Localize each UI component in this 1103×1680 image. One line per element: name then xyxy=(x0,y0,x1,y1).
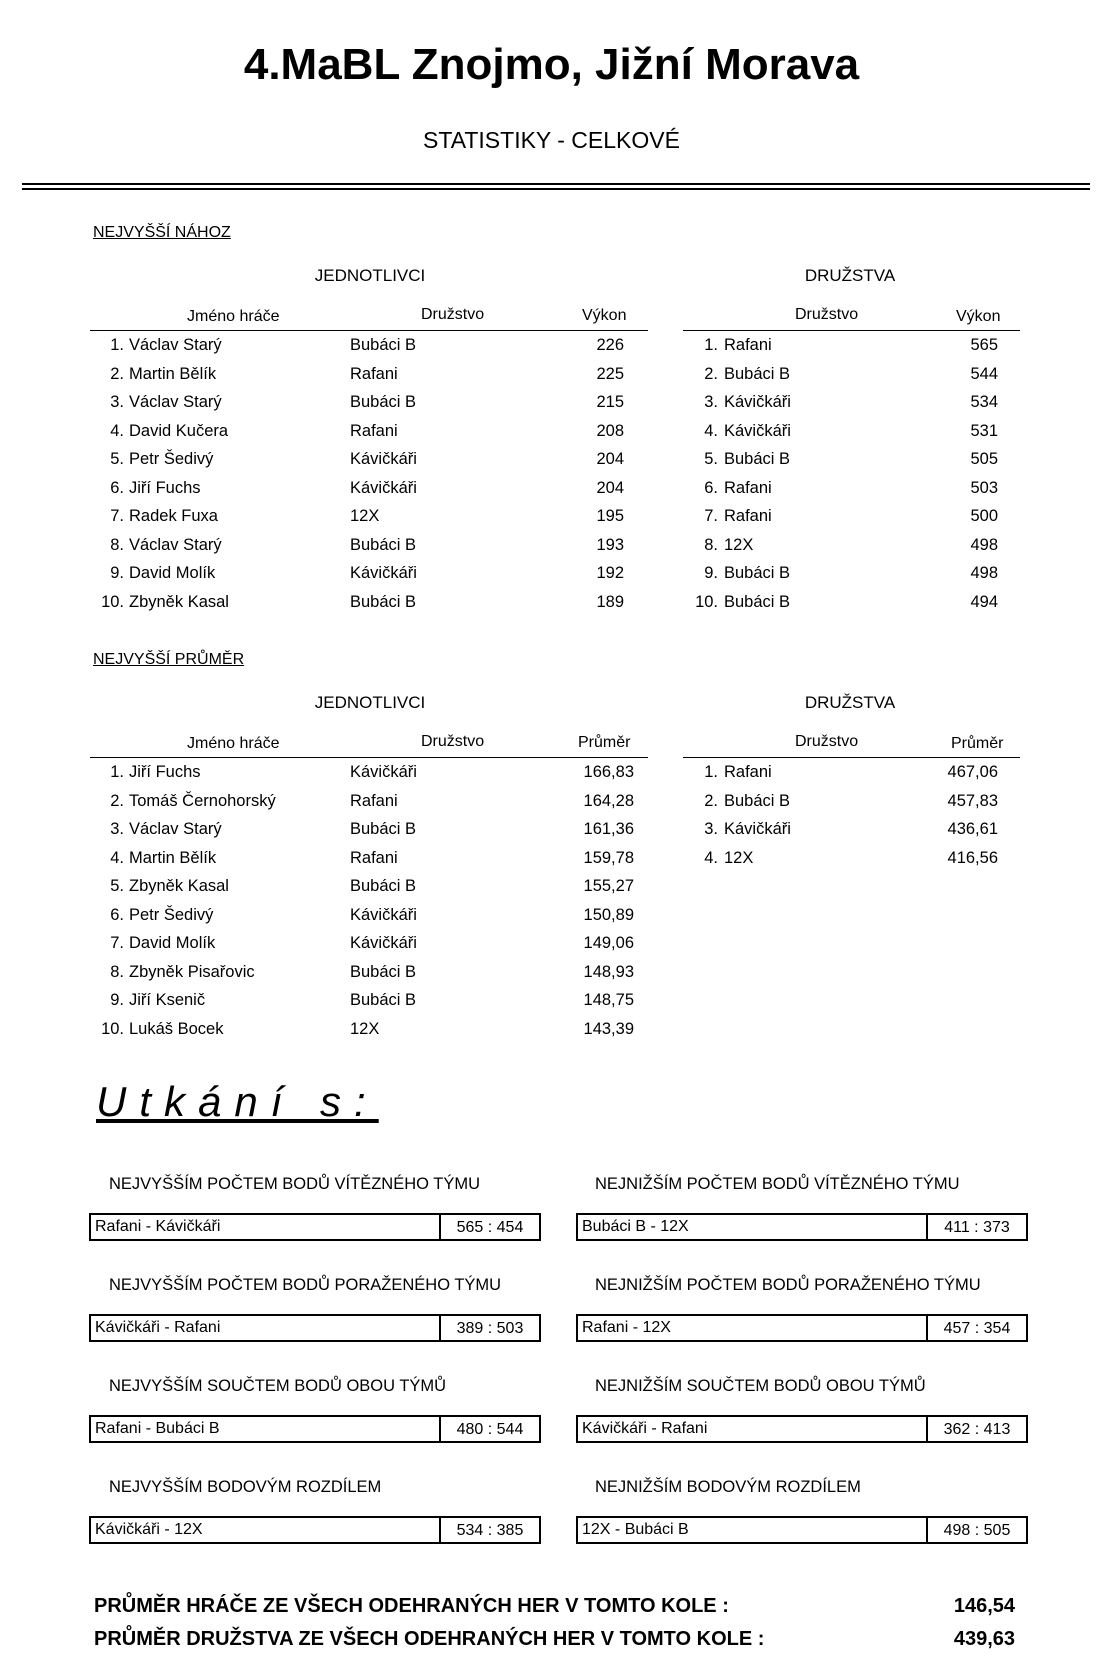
col-header-name: Jméno hráče xyxy=(187,735,280,752)
row-value: 225 xyxy=(596,364,624,383)
table-header-rule xyxy=(90,330,648,331)
row-value: 208 xyxy=(596,421,624,440)
match-teams: Kávičkáři - 12X xyxy=(95,1521,203,1538)
row-value: 204 xyxy=(596,478,624,497)
row-rank: 1. xyxy=(704,336,718,354)
row-rank: 6. xyxy=(110,478,124,497)
row-rank: 4. xyxy=(704,848,718,867)
player-name: Václav Starý xyxy=(129,336,222,354)
row-value: 204 xyxy=(596,450,624,468)
section-title-prumer: NEJVYŠŠÍ PRŮMĚR xyxy=(93,651,245,668)
player-name: David Kučera xyxy=(129,421,229,440)
match-score: 411 : 373 xyxy=(926,1215,1026,1239)
match-category-label: NEJNIŽŠÍM BODOVÝM ROZDÍLEM xyxy=(595,1478,861,1496)
team-name: Kávičkáři xyxy=(724,393,791,411)
match-result-box xyxy=(89,1516,541,1544)
row-value: 148,93 xyxy=(583,962,634,981)
row-value: 416,56 xyxy=(947,848,998,867)
team-name: 12X xyxy=(350,507,380,525)
row-value: 215 xyxy=(596,393,624,411)
player-name: Petr Šedivý xyxy=(129,450,214,468)
row-rank: 2. xyxy=(110,364,124,383)
row-rank: 6. xyxy=(704,478,718,497)
match-result-box xyxy=(89,1415,541,1443)
match-result-box xyxy=(576,1314,1028,1342)
row-value: 150,89 xyxy=(583,905,634,924)
player-average-label: PRŮMĚR HRÁČE ZE VŠECH ODEHRANÝCH HER V TOMTO KOLE : xyxy=(94,1595,729,1617)
match-teams: Kávičkáři - Rafani xyxy=(582,1420,708,1437)
row-value: 192 xyxy=(596,564,624,582)
col-header-name: Jméno hráče xyxy=(187,308,280,325)
match-category-label: NEJVYŠŠÍM POČTEM BODŮ PORAŽENÉHO TÝMU xyxy=(109,1276,502,1294)
row-value: 226 xyxy=(596,336,624,354)
row-rank: 8. xyxy=(704,535,718,554)
row-rank: 7. xyxy=(704,507,718,525)
team-name: Bubáci B xyxy=(724,450,791,468)
player-name: David Molík xyxy=(129,934,216,952)
match-category-label: NEJNIŽŠÍM POČTEM BODŮ VÍTĚZNÉHO TÝMU xyxy=(595,1175,960,1193)
match-teams: Rafani - Kávičkáři xyxy=(95,1218,221,1235)
player-name: Jiří Fuchs xyxy=(129,763,201,781)
row-rank: 10. xyxy=(101,1019,124,1038)
team-name: Bubáci B xyxy=(350,877,417,895)
row-rank: 5. xyxy=(110,877,124,895)
row-rank: 4. xyxy=(110,421,124,440)
team-name: Rafani xyxy=(724,478,772,497)
match-category-label: NEJVYŠŠÍM POČTEM BODŮ VÍTĚZNÉHO TÝMU xyxy=(109,1175,480,1193)
row-value: 494 xyxy=(970,592,998,611)
table-header-rule xyxy=(683,330,1020,331)
player-average-value: 146,54 xyxy=(953,1595,1015,1617)
team-name: Kávičkáři xyxy=(724,421,791,440)
row-rank: 7. xyxy=(110,507,124,525)
row-rank: 3. xyxy=(110,820,124,838)
team-average-label: PRŮMĚR DRUŽSTVA ZE VŠECH ODEHRANÝCH HER V TOMTO KOLE : xyxy=(94,1628,765,1650)
match-result-box xyxy=(89,1314,541,1342)
row-value: 195 xyxy=(596,507,624,525)
player-name: Václav Starý xyxy=(129,820,222,838)
header-divider xyxy=(22,188,1090,190)
row-value: 161,36 xyxy=(583,820,634,838)
row-rank: 8. xyxy=(110,535,124,554)
row-rank: 1. xyxy=(704,763,718,781)
row-rank: 10. xyxy=(101,592,124,611)
player-name: Václav Starý xyxy=(129,393,222,411)
col-header-value: Výkon xyxy=(582,307,627,324)
row-value: 189 xyxy=(596,592,624,611)
row-value: 166,83 xyxy=(583,763,634,781)
player-name: Tomáš Černohorský xyxy=(129,791,276,810)
team-name: Rafani xyxy=(724,507,772,525)
row-rank: 2. xyxy=(704,364,718,383)
team-name: Kávičkáři xyxy=(350,934,417,952)
header-divider xyxy=(22,183,1090,185)
row-value: 544 xyxy=(970,364,998,383)
row-rank: 5. xyxy=(704,450,718,468)
row-rank: 5. xyxy=(110,450,124,468)
row-value: 164,28 xyxy=(583,791,634,810)
section-title-nahoz: NEJVYŠŠÍ NÁHOZ xyxy=(93,224,231,241)
team-name: Rafani xyxy=(350,848,398,867)
row-value: 534 xyxy=(970,393,998,411)
col-header-team: Družstvo xyxy=(795,306,859,323)
player-name: Petr Šedivý xyxy=(129,905,214,924)
group-title-individuals: JEDNOTLIVCI xyxy=(314,693,426,712)
match-category-label: NEJNIŽŠÍM POČTEM BODŮ PORAŽENÉHO TÝMU xyxy=(595,1276,981,1294)
row-value: 467,06 xyxy=(947,763,998,781)
row-value: 500 xyxy=(970,507,998,525)
row-rank: 3. xyxy=(704,393,718,411)
row-value: 155,27 xyxy=(583,877,634,895)
row-value: 498 xyxy=(970,564,998,582)
team-name: Kávičkáři xyxy=(350,763,417,781)
player-name: Lukáš Bocek xyxy=(129,1019,224,1038)
player-name: David Molík xyxy=(129,564,216,582)
row-value: 505 xyxy=(970,450,998,468)
table-header-rule xyxy=(90,757,648,758)
row-rank: 4. xyxy=(110,848,124,867)
team-name: Rafani xyxy=(350,421,398,440)
team-name: Bubáci B xyxy=(350,962,417,981)
match-score: 534 : 385 xyxy=(439,1518,539,1542)
group-title-teams: DRUŽSTVA xyxy=(804,693,896,712)
team-name: 12X xyxy=(350,1019,380,1038)
row-value: 457,83 xyxy=(947,791,998,810)
row-rank: 9. xyxy=(110,564,124,582)
match-teams: Rafani - Bubáci B xyxy=(95,1420,220,1437)
player-name: Martin Bělík xyxy=(129,364,217,383)
player-name: Radek Fuxa xyxy=(129,507,218,525)
match-teams: Bubáci B - 12X xyxy=(582,1218,689,1235)
team-name: Rafani xyxy=(350,791,398,810)
match-score: 480 : 544 xyxy=(439,1417,539,1441)
player-name: Václav Starý xyxy=(129,535,222,554)
team-name: Bubáci B xyxy=(350,535,417,554)
team-name: Kávičkáři xyxy=(350,450,417,468)
team-name: Bubáci B xyxy=(350,336,417,354)
col-header-team: Družstvo xyxy=(421,306,485,323)
row-rank: 3. xyxy=(704,820,718,838)
player-name: Jiří Fuchs xyxy=(129,478,201,497)
team-name: Bubáci B xyxy=(724,592,791,611)
group-title-individuals: JEDNOTLIVCI xyxy=(314,266,426,285)
col-header-team: Družstvo xyxy=(421,733,485,750)
team-name: Rafani xyxy=(350,364,398,383)
row-rank: 7. xyxy=(110,934,124,952)
match-teams: 12X - Bubáci B xyxy=(582,1521,689,1538)
team-name: Bubáci B xyxy=(724,791,791,810)
match-score: 565 : 454 xyxy=(439,1215,539,1239)
col-header-value: Výkon xyxy=(956,308,1001,325)
page-subtitle: STATISTIKY - CELKOVÉ xyxy=(423,127,680,153)
match-category-label: NEJNIŽŠÍM SOUČTEM BODŮ OBOU TÝMŮ xyxy=(595,1377,926,1395)
row-value: 143,39 xyxy=(583,1019,634,1038)
player-name: Zbyněk Kasal xyxy=(129,592,229,611)
team-name: Bubáci B xyxy=(724,364,791,383)
team-name: Bubáci B xyxy=(350,592,417,611)
team-name: Kávičkáři xyxy=(724,820,791,838)
row-rank: 4. xyxy=(704,421,718,440)
row-value: 531 xyxy=(970,421,998,440)
row-rank: 2. xyxy=(704,791,718,810)
table-header-rule xyxy=(683,757,1020,758)
match-score: 389 : 503 xyxy=(439,1316,539,1340)
team-name: Rafani xyxy=(724,336,772,354)
row-value: 159,78 xyxy=(583,848,634,867)
row-value: 193 xyxy=(596,535,624,554)
matches-title: Utkání s: xyxy=(96,1078,379,1125)
team-name: Bubáci B xyxy=(350,820,417,838)
page-title: 4.MaBL Znojmo, Jižní Morava xyxy=(243,40,860,89)
team-average-value: 439,63 xyxy=(953,1628,1015,1650)
team-name: Kávičkáři xyxy=(350,564,417,582)
player-name: Jiří Ksenič xyxy=(129,991,206,1009)
team-name: Bubáci B xyxy=(350,991,417,1009)
row-rank: 1. xyxy=(110,336,124,354)
team-name: 12X xyxy=(724,848,754,867)
row-rank: 9. xyxy=(110,991,124,1009)
match-category-label: NEJVYŠŠÍM BODOVÝM ROZDÍLEM xyxy=(109,1478,382,1496)
row-rank: 10. xyxy=(695,592,718,611)
row-value: 498 xyxy=(970,535,998,554)
match-teams: Kávičkáři - Rafani xyxy=(95,1319,221,1336)
row-rank: 6. xyxy=(110,905,124,924)
row-rank: 1. xyxy=(110,763,124,781)
match-result-box xyxy=(89,1213,541,1241)
team-name: Bubáci B xyxy=(350,393,417,411)
team-name: Rafani xyxy=(724,763,772,781)
player-name: Zbyněk Kasal xyxy=(129,877,229,895)
team-name: 12X xyxy=(724,535,754,554)
row-rank: 2. xyxy=(110,791,124,810)
row-value: 436,61 xyxy=(947,820,998,838)
match-score: 457 : 354 xyxy=(926,1316,1026,1340)
row-rank: 3. xyxy=(110,393,124,411)
player-name: Martin Bělík xyxy=(129,848,217,867)
row-rank: 9. xyxy=(704,564,718,582)
match-result-box xyxy=(576,1213,1028,1241)
col-header-value: Průměr xyxy=(951,735,1004,752)
row-value: 503 xyxy=(970,478,998,497)
team-name: Kávičkáři xyxy=(350,478,417,497)
group-title-teams: DRUŽSTVA xyxy=(804,266,896,285)
row-value: 565 xyxy=(970,336,998,354)
player-name: Zbyněk Pisařovic xyxy=(129,962,255,981)
row-value: 149,06 xyxy=(583,934,634,952)
col-header-team: Družstvo xyxy=(795,733,859,750)
match-result-box xyxy=(576,1415,1028,1443)
match-category-label: NEJVYŠŠÍM SOUČTEM BODŮ OBOU TÝMŮ xyxy=(109,1377,447,1395)
match-result-box xyxy=(576,1516,1028,1544)
match-score: 498 : 505 xyxy=(926,1518,1026,1542)
col-header-value: Průměr xyxy=(578,734,631,751)
row-value: 148,75 xyxy=(583,991,634,1009)
row-rank: 8. xyxy=(110,962,124,981)
match-score: 362 : 413 xyxy=(926,1417,1026,1441)
team-name: Bubáci B xyxy=(724,564,791,582)
match-teams: Rafani - 12X xyxy=(582,1319,671,1336)
team-name: Kávičkáři xyxy=(350,905,417,924)
